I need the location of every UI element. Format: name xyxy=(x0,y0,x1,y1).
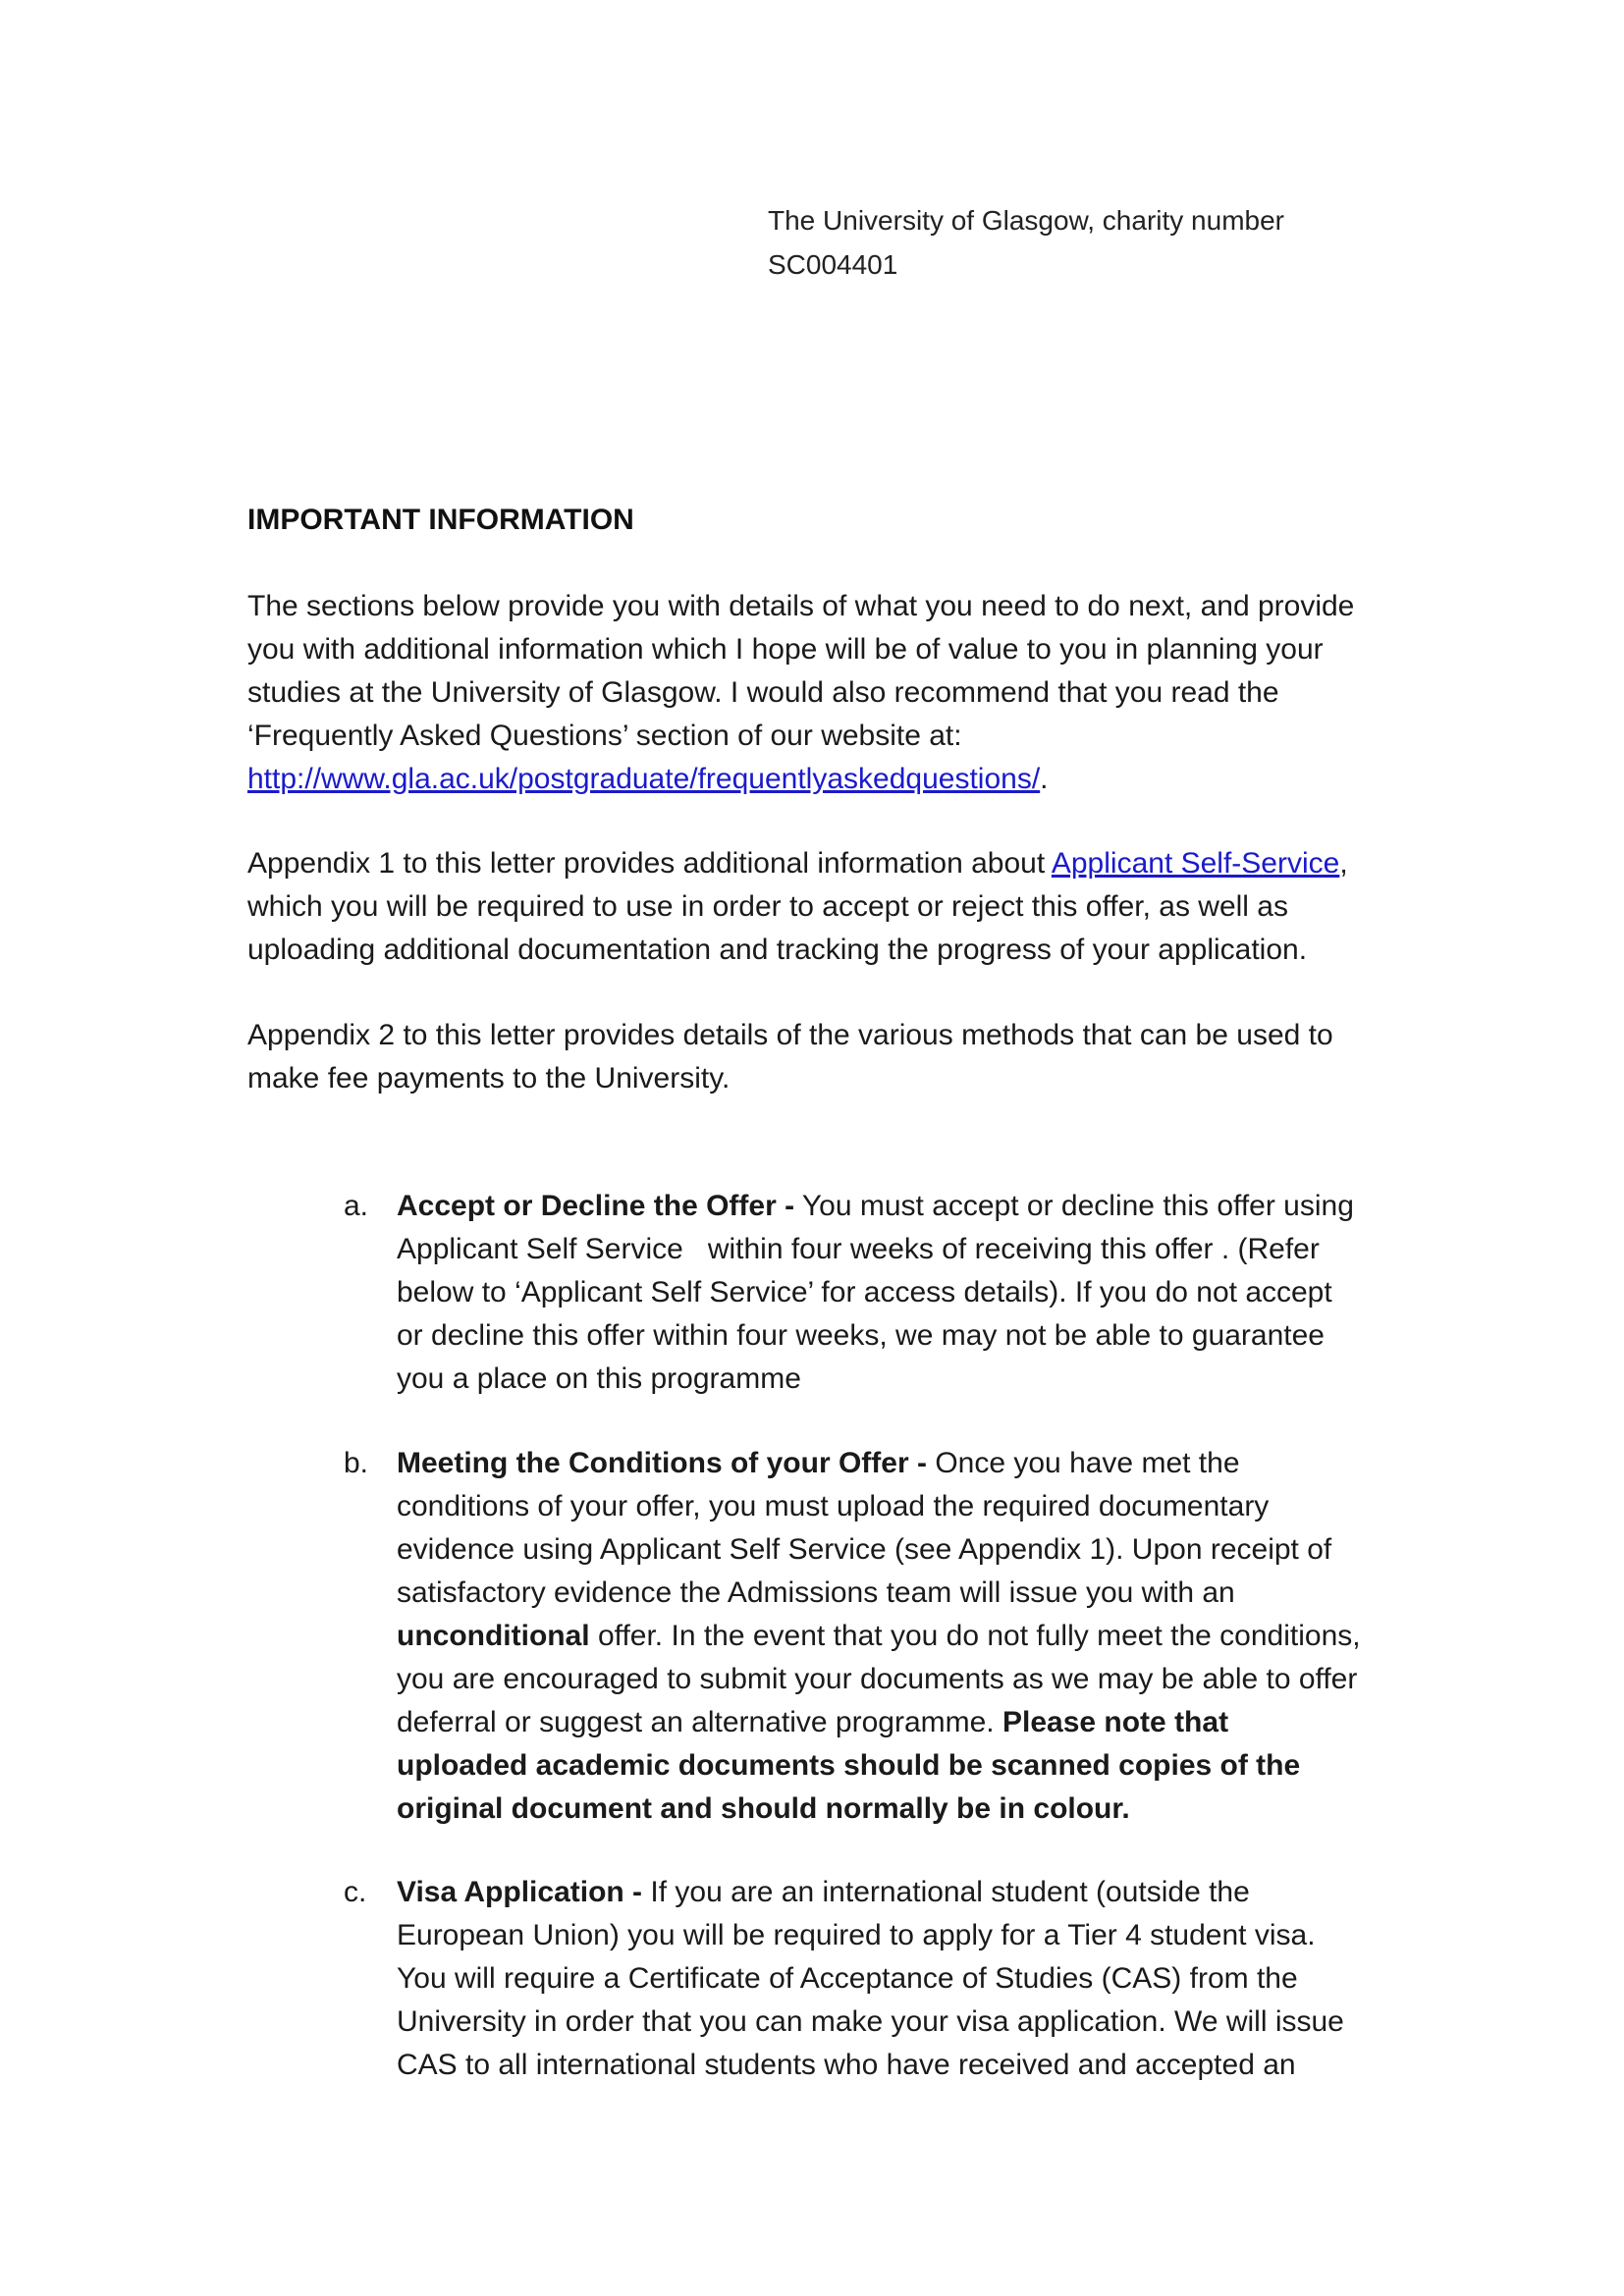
charity-header xyxy=(768,198,1284,287)
list-item-title: Accept or Decline the Offer - xyxy=(397,1190,795,1222)
list-item-text: You must accept or decline this offer using xyxy=(794,1190,1354,1222)
list-item-line: or decline this offer within four weeks, we may not be able to guarantee xyxy=(397,1319,1325,1352)
list-item-line: you a place on this programme xyxy=(397,1362,801,1395)
list-item-line xyxy=(397,1615,1396,1658)
appendix-2-line: Appendix 2 to this letter provides details of the various methods that can be used to xyxy=(247,1019,1333,1051)
list-item-line: CAS to all international students who have received and accepted an xyxy=(397,2049,1296,2081)
list-item-title: Meeting the Conditions of your Offer - xyxy=(397,1447,927,1479)
list-item-line: below to ‘Applicant Self Service’ for access details). If you do not accept xyxy=(397,1276,1332,1308)
list-item-line: University in order that you can make your visa application. We will issue xyxy=(397,2005,1344,2038)
list-item-line: evidence using Applicant Self Service (see Appendix 1). Upon receipt of xyxy=(397,1533,1332,1566)
intro-line: you with additional information which I hope will be of value to you in planning your xyxy=(247,633,1324,666)
list-marker: a. xyxy=(344,1190,369,1222)
list-item-line: European Union) you will be required to apply for a Tier 4 student visa. xyxy=(397,1919,1316,1951)
list-item-text: Once you have met the xyxy=(926,1447,1240,1479)
scan-note-emphasis: Please note that xyxy=(1001,1706,1229,1738)
applicant-self-service-link[interactable]: Applicant Self-Service xyxy=(1051,847,1340,880)
intro-line: ‘Frequently Asked Questions’ section of our website at: xyxy=(247,720,962,752)
list-item-title: Visa Application - xyxy=(397,1876,643,1908)
intro-line: The sections below provide you with details of what you need to do next, and provide xyxy=(247,590,1355,622)
list-marker: c. xyxy=(344,1876,367,1908)
list-item-text: offer. In the event that you do not fully meet the conditions, xyxy=(589,1620,1361,1652)
list-item-line: You will require a Certificate of Acceptance of Studies (CAS) from the xyxy=(397,1962,1298,1995)
scan-note-line: original document and should normally be in colour. xyxy=(397,1792,1130,1825)
list-item-body xyxy=(397,1442,1396,1831)
intro-link-line xyxy=(247,758,1386,801)
list-item-line xyxy=(397,1185,1396,1228)
appendix-2-line: make fee payments to the University. xyxy=(247,1062,731,1095)
list-item-line xyxy=(397,1442,1396,1485)
charity-header-line-1: The University of Glasgow, charity number xyxy=(768,205,1284,236)
list-item-line xyxy=(397,1871,1396,1914)
appendix-2-paragraph xyxy=(247,1014,1386,1100)
appendix-1-line xyxy=(247,842,1386,885)
list-item-text: deferral or suggest an alternative programme. xyxy=(397,1706,1002,1738)
appendix-1-text: Appendix 1 to this letter provides additional information about xyxy=(247,847,1052,880)
appendix-1-comma: , xyxy=(1339,847,1348,880)
list-item-accept-decline xyxy=(346,1185,1396,1401)
charity-header-line-2: SC004401 xyxy=(768,249,898,280)
faq-link[interactable]: http://www.gla.ac.uk/postgraduate/frequentlyaskedquestions/ xyxy=(247,763,1041,795)
list-item-line xyxy=(397,1701,1396,1744)
list-marker: b. xyxy=(344,1447,369,1479)
intro-line: studies at the University of Glasgow. I would also recommend that you read the xyxy=(247,676,1279,709)
list-item-line: you are encouraged to submit your documents as we may be able to offer xyxy=(397,1663,1358,1695)
list-item-body xyxy=(397,1871,1396,2087)
list-item-visa xyxy=(346,1871,1396,2087)
list-item-body xyxy=(397,1185,1396,1401)
appendix-1-paragraph xyxy=(247,842,1386,972)
list-item-text: If you are an international student (outside the xyxy=(642,1876,1250,1908)
list-item-conditions xyxy=(346,1442,1396,1831)
appendix-1-line: uploading additional documentation and tracking the progress of your application. xyxy=(247,934,1308,966)
unconditional-emphasis: unconditional xyxy=(397,1620,590,1652)
intro-paragraph xyxy=(247,585,1386,801)
list-item-line: satisfactory evidence the Admissions team will issue you with an xyxy=(397,1576,1235,1609)
list-item-line: Applicant Self Service within four weeks of receiving this offer . (Refer xyxy=(397,1233,1320,1265)
list-item-line: conditions of your offer, you must upload the required documentary xyxy=(397,1490,1270,1522)
page-heading: IMPORTANT INFORMATION xyxy=(247,504,634,536)
scan-note-line: uploaded academic documents should be scanned copies of the xyxy=(397,1749,1301,1782)
intro-link-period: . xyxy=(1040,763,1049,795)
appendix-1-line: which you will be required to use in order to accept or reject this offer, as well as xyxy=(247,890,1288,923)
